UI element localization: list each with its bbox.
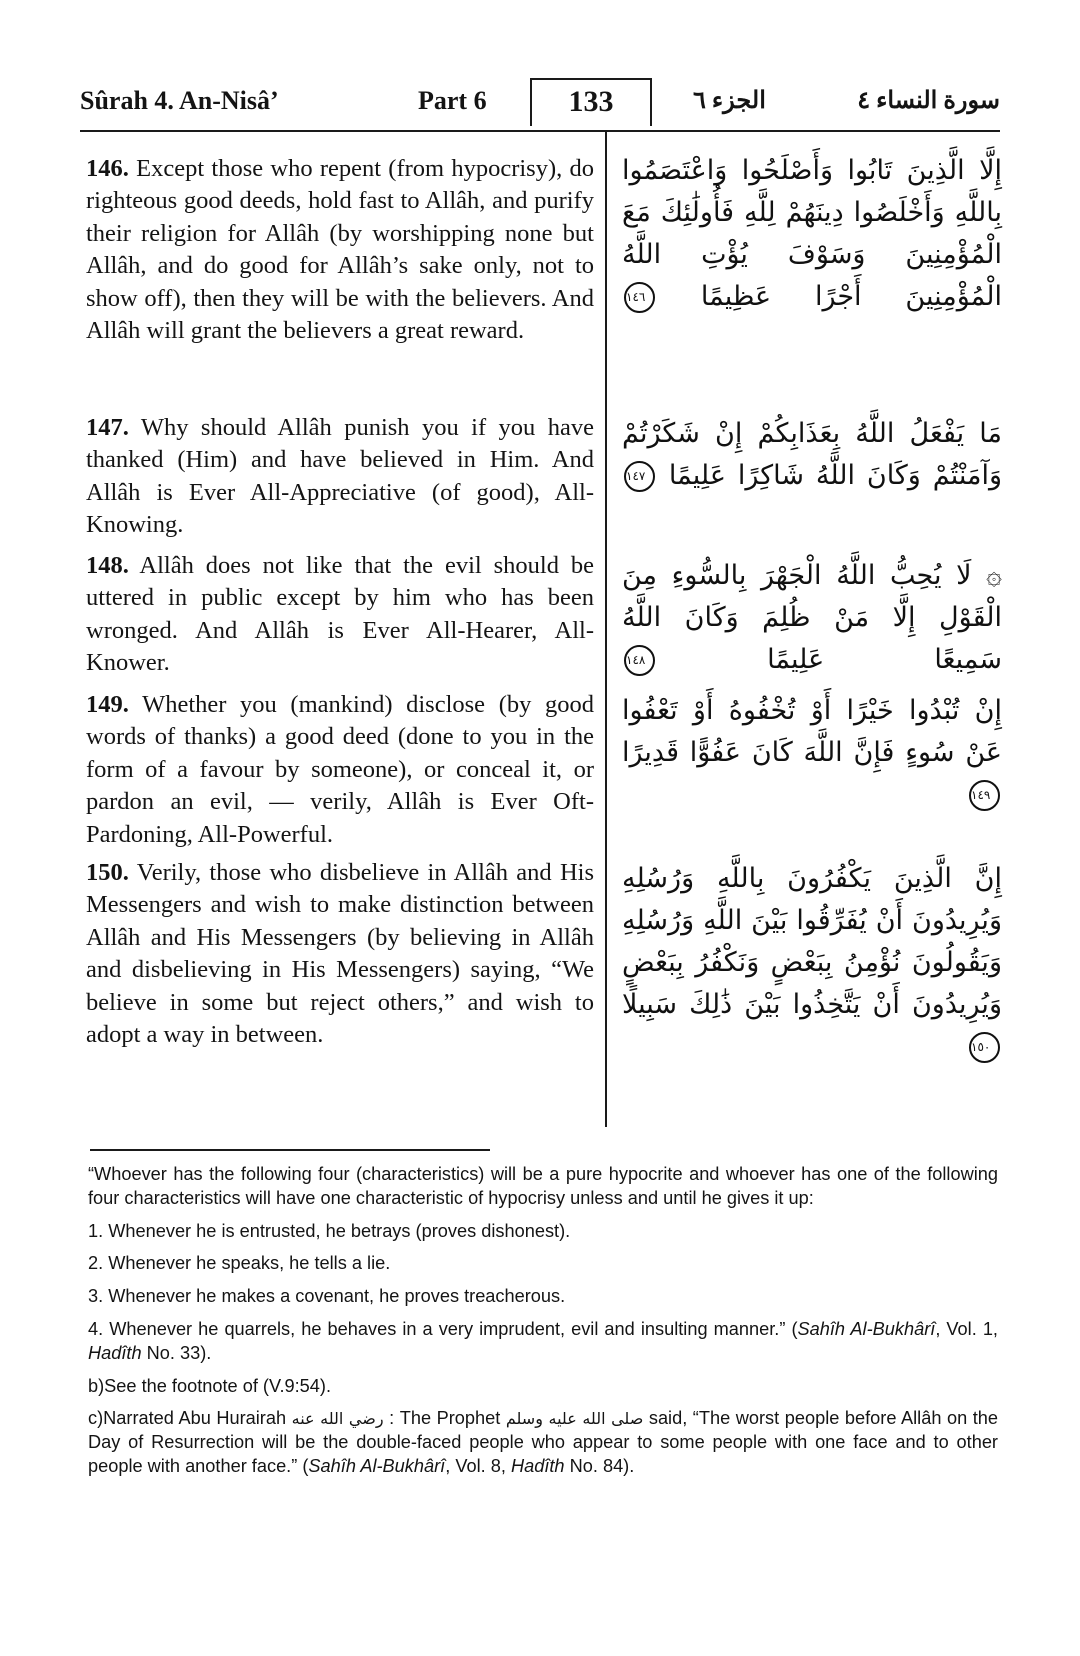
arabic-text: إِنَّ الَّذِينَ يَكْفُرُونَ بِاللَّهِ وَرُسُلِهِ وَيُرِيدُونَ أَنْ يُفَرِّقُوا بَيْنَ اللَّهِ وَرُسُلِهِ وَيَقُولُونَ نُؤْمِنُ بِبَعْضٍ وَنَكْفُرُ بِبَعْضٍ وَيُرِيدُونَ أَنْ يَتَّخِذُوا بَيْنَ ذَٰلِكَ سَبِيلًا bbox=[622, 863, 1002, 1020]
footnote-a-item-4 bbox=[88, 1318, 998, 1366]
ayah-marker: ١٥٠ bbox=[969, 1032, 1000, 1063]
verse-149-arabic bbox=[622, 690, 1002, 816]
column-divider bbox=[605, 130, 607, 1127]
ref-close: No. 33). bbox=[141, 1342, 212, 1363]
verse-text: Whether you (mankind) disclose (by good words of thanks) a good deed (done to you in the form of a favour by someone), or conceal it, or pardon an evil, — verily, Allâh is Ever Oft-Pardoning, All-Powerful. bbox=[86, 691, 594, 848]
verse-147-arabic bbox=[622, 413, 1002, 497]
verse-146-translation bbox=[86, 153, 594, 347]
arabic-text: إِنْ تُبْدُوا خَيْرًا أَوْ تُخْفُوهُ أَوْ تَعْفُوا عَنْ سُوءٍ فَإِنَّ اللَّهَ كَانَ عَفُوًّا قَدِيرًا bbox=[622, 695, 1002, 768]
honorific-ar: رضي الله عنه bbox=[291, 1409, 384, 1429]
header-divider bbox=[80, 130, 1000, 132]
footnote-a-item: 1. Whenever he is entrusted, he betrays (proves dishonest). bbox=[88, 1220, 571, 1241]
fn-c-mid: : The Prophet bbox=[383, 1408, 506, 1429]
verse-149-translation bbox=[86, 689, 594, 851]
footnote-a-item: 3. Whenever he makes a covenant, he proves treacherous. bbox=[88, 1286, 566, 1307]
page-number: 133 bbox=[530, 78, 652, 126]
verse-text: Verily, those who disbelieve in Allâh and His Messengers and wish to make distinction between Allâh and His Messengers (by believing in Allâh and disbelieving in His Messengers) saying, “We believe in some but reject others,” and wish to adopt a way in between. bbox=[86, 859, 594, 1049]
footnotes bbox=[88, 1163, 998, 1488]
verse-text: Why should Allâh punish you if you have thanked (Him) and have believed in Him. And Allâh is Ever All-Appreciative (of good), All-Knowing. bbox=[86, 414, 594, 539]
juz-label-ar: الجزء ٦ bbox=[693, 88, 766, 114]
arabic-text: مَا يَفْعَلُ اللَّهُ بِعَذَابِكُمْ إِنْ شَكَرْتُمْ وَآمَنْتُمْ وَكَانَ اللَّهُ شَاكِرًا عَلِيمًا bbox=[622, 418, 1002, 491]
part-label: Part 6 bbox=[418, 86, 487, 115]
verse-number: 150. bbox=[86, 859, 129, 886]
footnote-a-item: 2. Whenever he speaks, he tells a lie. bbox=[88, 1253, 391, 1274]
verse-number: 147. bbox=[86, 414, 129, 441]
footnote-c bbox=[88, 1407, 998, 1478]
ref-hadith: Hadîth bbox=[88, 1342, 142, 1363]
ayah-marker: ١٤٧ bbox=[624, 461, 655, 492]
surah-title-ar: سورة النساء ٤ bbox=[857, 88, 1000, 114]
item-text: 4. Whenever he quarrels, he behaves in a very imprudent, evil and insulting manner.” bbox=[88, 1318, 786, 1339]
verse-text: Allâh does not like that the evil should be uttered in public except by him who has been wronged. And Allâh is Ever All-Hearer, All-Knower. bbox=[86, 552, 594, 677]
verse-150-arabic bbox=[622, 858, 1002, 1068]
footnote-b: b)See the footnote of (V.9:54). bbox=[88, 1375, 332, 1396]
ref-hadith: Hadîth bbox=[510, 1455, 565, 1476]
ref-mid: , Vol. 1, bbox=[935, 1318, 998, 1339]
arabic-text: إِلَّا الَّذِينَ تَابُوا وَأَصْلَحُوا وَاعْتَصَمُوا بِاللَّهِ وَأَخْلَصُوا دِينَهُمْ لِلَّهِ فَأُولَٰئِكَ مَعَ الْمُؤْمِنِينَ وَسَوْفَ يُؤْتِ اللَّهُ الْمُؤْمِنِينَ أَجْرًا عَظِيمًا bbox=[622, 155, 1002, 312]
verse-number: 149. bbox=[86, 691, 129, 718]
verse-number: 148. bbox=[86, 552, 129, 579]
footnote-divider bbox=[90, 1149, 490, 1151]
verse-150-translation bbox=[86, 857, 594, 1051]
ref-close: No. 84). bbox=[564, 1455, 635, 1476]
fn-c-quote: said, “The worst people before Allâh on the Day of Resurrection will be the double-faced people who appear to some people with one face and to other people with another face.” ( bbox=[88, 1408, 999, 1476]
verse-text: Except those who repent (from hypocrisy), do righteous good deeds, hold fast to Allâh, and purify their religion for Allâh (by worshipping none but Allâh, and do good for Allâh’s sake only, not to show off), then they will be with the believers. And Allâh will grant the believers a great reward. bbox=[86, 155, 594, 345]
footnote-a-intro: “Whoever has the following four (characteristics) will be a pure hypocrite and whoever has one of the following four characteristics will have one characteristic of hypocrisy unless and until he gives it up: bbox=[88, 1164, 998, 1208]
ref-book: Sahîh Al-Bukhârî bbox=[308, 1455, 446, 1476]
ref-vol: , Vol. 8, bbox=[445, 1455, 511, 1476]
verse-147-translation bbox=[86, 412, 594, 542]
ayah-marker: ١٤٨ bbox=[624, 645, 655, 676]
verse-148-translation bbox=[86, 550, 594, 680]
verse-number: 146. bbox=[86, 155, 129, 182]
verse-146-arabic bbox=[622, 150, 1002, 318]
ayah-marker: ١٤٩ bbox=[969, 780, 1000, 811]
page-header bbox=[80, 70, 1000, 132]
ayah-marker: ١٤٦ bbox=[624, 282, 655, 313]
ref-book: Sahîh Al-Bukhârî bbox=[797, 1318, 936, 1339]
arabic-text: ۞ لَا يُحِبُّ اللَّهُ الْجَهْرَ بِالسُّوءِ مِنَ الْقَوْلِ إِلَّا مَنْ ظُلِمَ وَكَانَ اللَّهُ سَمِيعًا عَلِيمًا bbox=[622, 560, 1002, 675]
ref-open: ( bbox=[791, 1318, 798, 1339]
surah-title-en: Sûrah 4. An-Nisâ’ bbox=[80, 86, 279, 115]
honorific-ar: صلى الله عليه وسلم bbox=[505, 1409, 644, 1429]
verse-148-arabic bbox=[622, 555, 1002, 681]
fn-c-start: c)Narrated Abu Hurairah bbox=[88, 1408, 292, 1429]
